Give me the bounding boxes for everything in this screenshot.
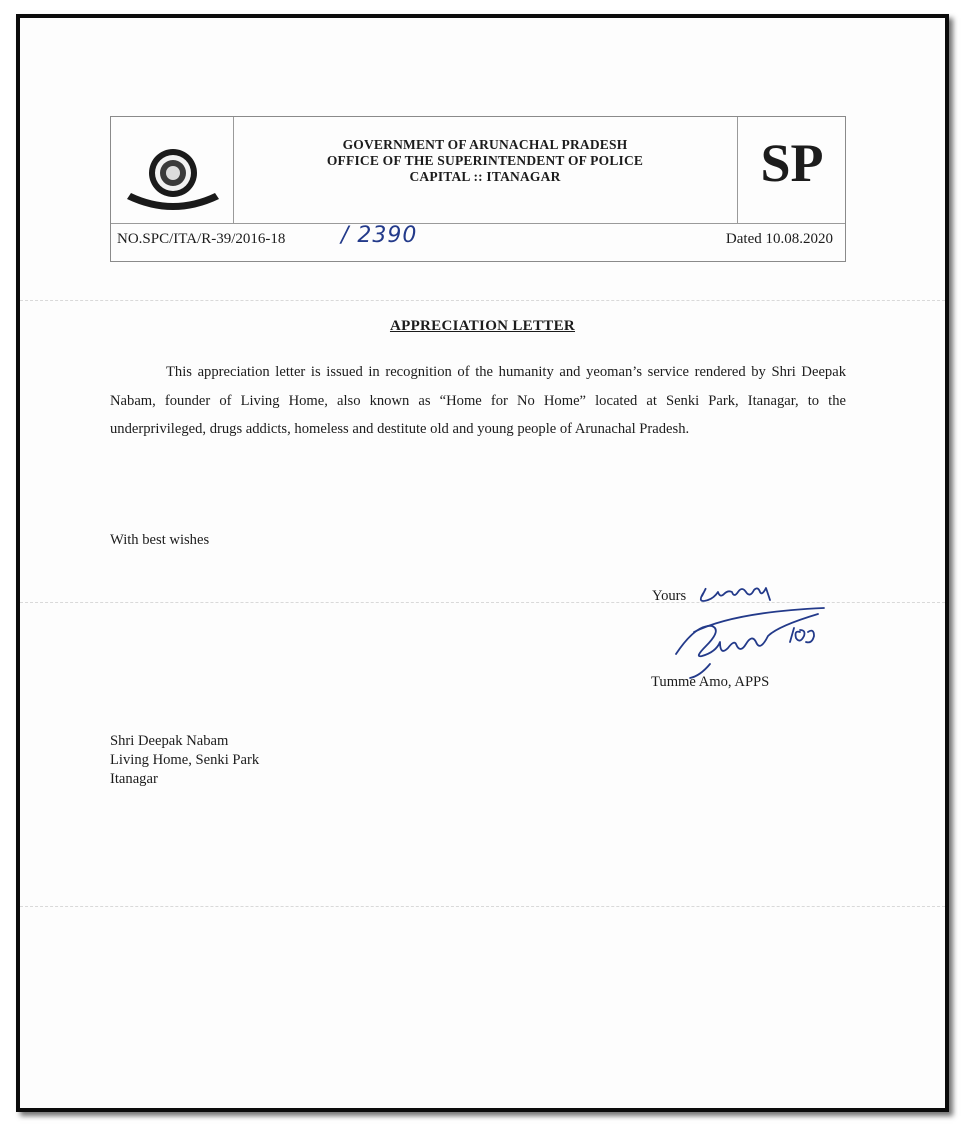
letterhead-line-2: OFFICE OF THE SUPERINTENDENT OF POLICE [326, 153, 644, 168]
paper-fold-line [20, 300, 945, 301]
sp-mark: SP [760, 133, 824, 193]
letter-date: Dated 10.08.2020 [725, 231, 833, 247]
recipient-city: Itanagar [110, 771, 158, 787]
recipient-address [110, 732, 259, 789]
closing-text: With best wishes [110, 532, 210, 548]
recipient-name: Shri Deepak Nabam [110, 733, 229, 749]
letterhead [110, 116, 846, 262]
letterhead-line-1: GOVERNMENT OF ARUNACHAL PRADESH [342, 137, 628, 152]
reference-handwritten: / 2390 [341, 223, 418, 248]
letterhead-divider [111, 223, 845, 224]
yours-text: Yours [652, 588, 687, 604]
letterhead-line-3: CAPITAL :: ITANAGAR [409, 169, 561, 184]
signer-name: Tumme Amo, APPS [651, 674, 770, 690]
letter-body: This appreciation letter is issued in recognition of the humanity and yeoman’s service rendered by Shri Deepak Nabam, founder of Living Home, also known as “Home for No Home” located at Senki Park, Itanagar, to the underprivileged, drugs addicts, homeless and destitute old and young people of Arunachal Pradesh. [110, 364, 846, 437]
letter-title: APPRECIATION LETTER [389, 318, 576, 334]
letterhead-organization [233, 137, 737, 185]
reference-number: NO.SPC/ITA/R-39/2016-18 [117, 231, 286, 247]
recipient-line-2: Living Home, Senki Park [110, 752, 260, 768]
police-emblem-icon [121, 135, 225, 221]
paper-fold-line [20, 906, 945, 907]
